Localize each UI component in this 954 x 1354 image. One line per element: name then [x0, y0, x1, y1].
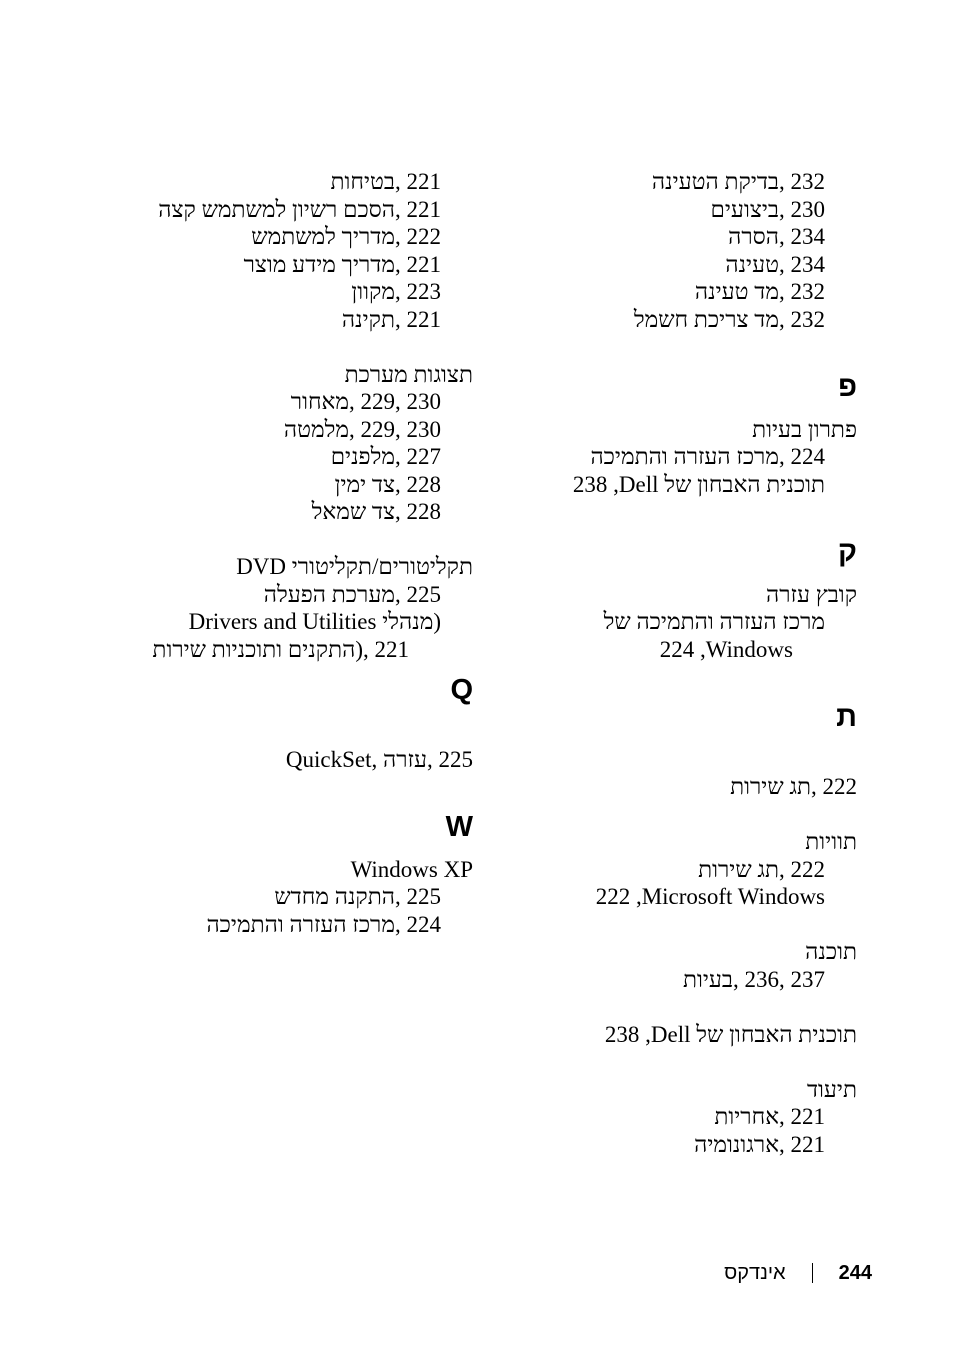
index-entry: 221 ,תקינה	[341, 306, 441, 332]
index-entry: 224 ,מרכז העזרה והתמיכה	[590, 444, 825, 469]
index-entry: 225 ,מערכת הפעלה	[263, 581, 441, 607]
section-letter-tav: ת	[836, 701, 857, 734]
section-letter-pe: פ	[838, 371, 857, 404]
index-entry: 232 ,בדיקת הטעינה	[651, 169, 825, 194]
index-entry: מרכז העזרה והתמיכה של	[603, 609, 825, 634]
index-entry: 230 ,229 ,מאחור	[290, 389, 441, 414]
index-entry: 221 ,(התקנים ותוכניות שירות	[152, 636, 409, 662]
section-letter-q: Q	[450, 673, 473, 706]
section-letter-qof: ק	[838, 536, 857, 569]
index-entry: תוויות	[805, 829, 857, 854]
index-entry: תקליטורים/תקליטורי DVD	[236, 554, 473, 579]
index-entry: 230 ,ביצועים	[710, 196, 825, 222]
index-entry: 225 ,התקנה מחדש	[274, 884, 441, 909]
index-entry: 234 ,הסרה	[728, 224, 825, 249]
section-letter-w: W	[445, 811, 473, 844]
page-footer	[724, 1260, 872, 1286]
index-entry: 232 ,מד טעינה	[694, 279, 825, 304]
index-entry: 221 ,הסכם רשיון למשתמש קצה	[158, 196, 441, 222]
index-entry: קובץ עזרה	[766, 581, 857, 607]
index-entry: 222 ,תג שירות	[698, 856, 825, 882]
index-entry: תיעוד	[806, 1076, 857, 1102]
index-entry: 221 ,מדריך מידע מוצר	[243, 251, 441, 277]
index-entry: תוכנה	[805, 939, 857, 964]
index-entry: 228 ,צד ימין	[334, 471, 441, 497]
index-entry: פתרון בעיות	[752, 416, 857, 442]
index-entry: תצוגות מערכת	[344, 361, 473, 387]
page-number: 244	[838, 1261, 872, 1284]
index-entry: 230 ,229 ,מלמטה	[283, 416, 441, 442]
index-entry: 221 ,בטיחות	[330, 169, 441, 194]
index-entry: 222 ,תג שירות	[730, 774, 857, 799]
footer-section-title: אינדקס	[724, 1261, 786, 1284]
index-entry: 232 ,מד צריכת חשמל	[633, 306, 825, 332]
index-entry: Windows XP	[350, 856, 473, 882]
footer-divider	[812, 1263, 813, 1283]
index-entry: 228 ,צד שמאל	[311, 499, 441, 524]
index-entry: 222 ,Microsoft Windows	[595, 884, 825, 909]
index-entry: 224 ,מרכז העזרה והתמיכה	[206, 911, 441, 937]
index-entry: 237 ,236 ,בעיות	[682, 966, 825, 992]
index-entry: 238 ,Dell תוכנית האבחון של	[604, 1021, 857, 1047]
index-entry: 225 ,עזרה ,QuickSet	[285, 746, 473, 772]
index-entry: 222 ,מדריך למשתמש	[251, 224, 441, 249]
index-entry: 221 ,אחריות	[714, 1104, 825, 1129]
index-entry: 223 ,מקוון	[351, 279, 441, 304]
index-entry: 238 ,Dell תוכנית האבחון של	[572, 471, 825, 497]
index-entry: 227 ,מלפנים	[330, 444, 441, 469]
index-column-right	[537, 168, 857, 1158]
index-column-left	[113, 168, 473, 938]
index-entry: 234 ,טעינה	[725, 251, 825, 277]
index-entry: 221 ,ארגונומיה	[694, 1131, 825, 1157]
index-entry: (מנהלי Drivers and Utilities	[188, 609, 441, 634]
index-entry: 224 ,Windows	[659, 636, 793, 662]
